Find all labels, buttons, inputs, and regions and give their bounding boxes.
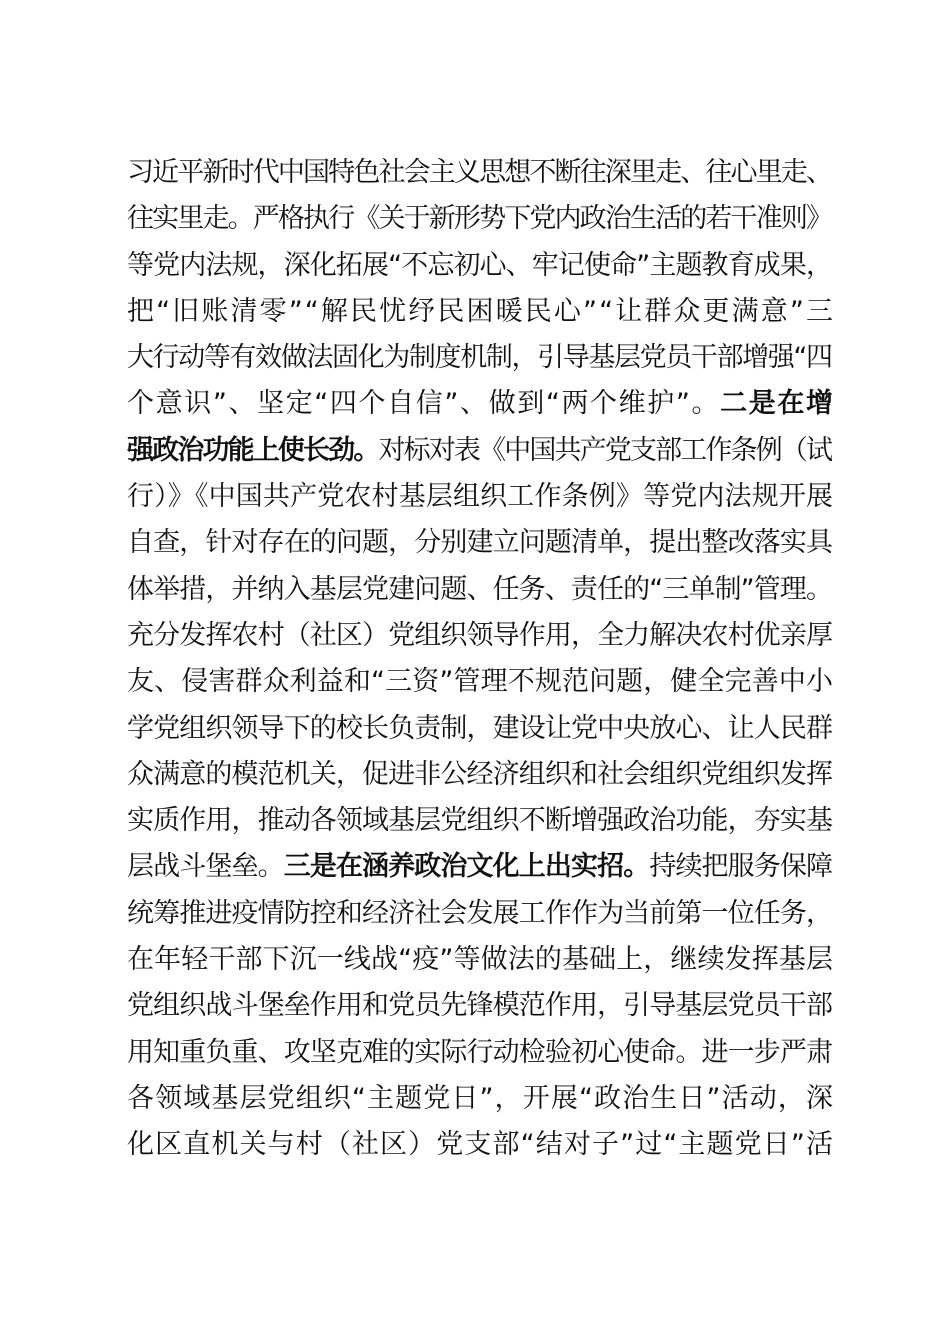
text-run: 在年轻干部下沉一线战“疫”等做法的基础上，继续发挥基层 xyxy=(127,944,834,976)
text-line xyxy=(127,567,833,613)
text-line xyxy=(127,613,833,659)
text-line xyxy=(127,243,833,289)
text-line xyxy=(127,706,833,752)
text-run: 友、侵害群众利益和“三资”管理不规范问题，健全完善中小 xyxy=(127,666,834,698)
text-line xyxy=(127,937,833,983)
text-run: 持续把服务保障 xyxy=(649,851,833,883)
text-line xyxy=(127,752,833,798)
text-line xyxy=(127,520,833,566)
text-run: 充分发挥农村（社区）党组织领导作用，全力解决农村优亲厚 xyxy=(127,619,833,651)
text-line xyxy=(127,891,833,937)
text-run: 行）》《中国共产党农村基层组织工作条例》等党内法规开展 xyxy=(127,481,834,513)
text-run: 众满意的模范机关，促进非公经济组织和社会组织党组织发挥 xyxy=(127,758,833,790)
text-run: 化区直机关与村（社区）党支部“结对子”过“主题党日”活 xyxy=(127,1129,835,1161)
text-run: 把“旧账清零”“解民忧纾民困暖民心”“让群众更满意”三 xyxy=(127,295,836,327)
text-run: 大行动等有效做法固化为制度机制，引导基层党员干部增强“四 xyxy=(127,342,832,374)
text-run: 用知重负重、攻坚克难的实际行动检验初心使命。进一步严肃 xyxy=(127,1036,833,1068)
text-line xyxy=(127,381,833,427)
text-line xyxy=(127,983,833,1029)
text-line xyxy=(127,1076,833,1122)
text-line xyxy=(127,289,836,335)
text-run: 对标对表《中国共产党支部工作条例（试 xyxy=(378,434,832,466)
text-line xyxy=(127,798,833,844)
text-line xyxy=(127,474,833,520)
text-run: 层战斗堡垒。 xyxy=(127,851,284,883)
text-run: 等党内法规，深化拓展“不忘初心、牢记使命”主题教育成果， xyxy=(127,249,833,281)
bold-heading-run: 二是在增 xyxy=(720,388,835,420)
text-line xyxy=(127,844,833,890)
bold-heading-run: 强政治功能上使长劲。 xyxy=(127,434,379,466)
text-run: 统筹推进疫情防控和经济社会发展工作作为当前第一位任务， xyxy=(127,897,833,929)
bold-heading-run: 三是在涵养政治文化上出实招。 xyxy=(283,851,650,883)
text-line xyxy=(127,1122,833,1168)
text-line xyxy=(127,335,833,381)
text-run: 习近平新时代中国特色社会主义思想不断往深里走、往心里走、 xyxy=(127,157,832,188)
document-body-text xyxy=(127,150,836,1169)
text-run: 个意识”、坚定“四个自信”、做到“两个维护”。 xyxy=(127,388,721,420)
text-run: 往实里走。严格执行《关于新形势下党内政治生活的若干准则》 xyxy=(127,203,832,235)
text-run: 实质作用，推动各领域基层党组织不断增强政治功能，夯实基 xyxy=(127,805,833,837)
text-run: 党组织战斗堡垒作用和党员先锋模范作用，引导基层党员干部 xyxy=(127,990,833,1022)
text-run: 自查，针对存在的问题，分别建立问题清单，提出整改落实具 xyxy=(127,527,833,559)
text-line xyxy=(127,428,833,474)
text-line xyxy=(127,196,833,242)
text-line xyxy=(127,659,833,705)
text-run: 学党组织领导下的校长负责制，建设让党中央放心、让人民群 xyxy=(127,712,833,744)
text-run: 各领域基层党组织“主题党日”，开展“政治生日”活动，深 xyxy=(127,1082,835,1114)
text-run: 体举措，并纳入基层党建问题、任务、责任的“三单制”管理。 xyxy=(127,573,833,605)
text-line xyxy=(127,1030,833,1076)
text-line xyxy=(127,150,833,196)
